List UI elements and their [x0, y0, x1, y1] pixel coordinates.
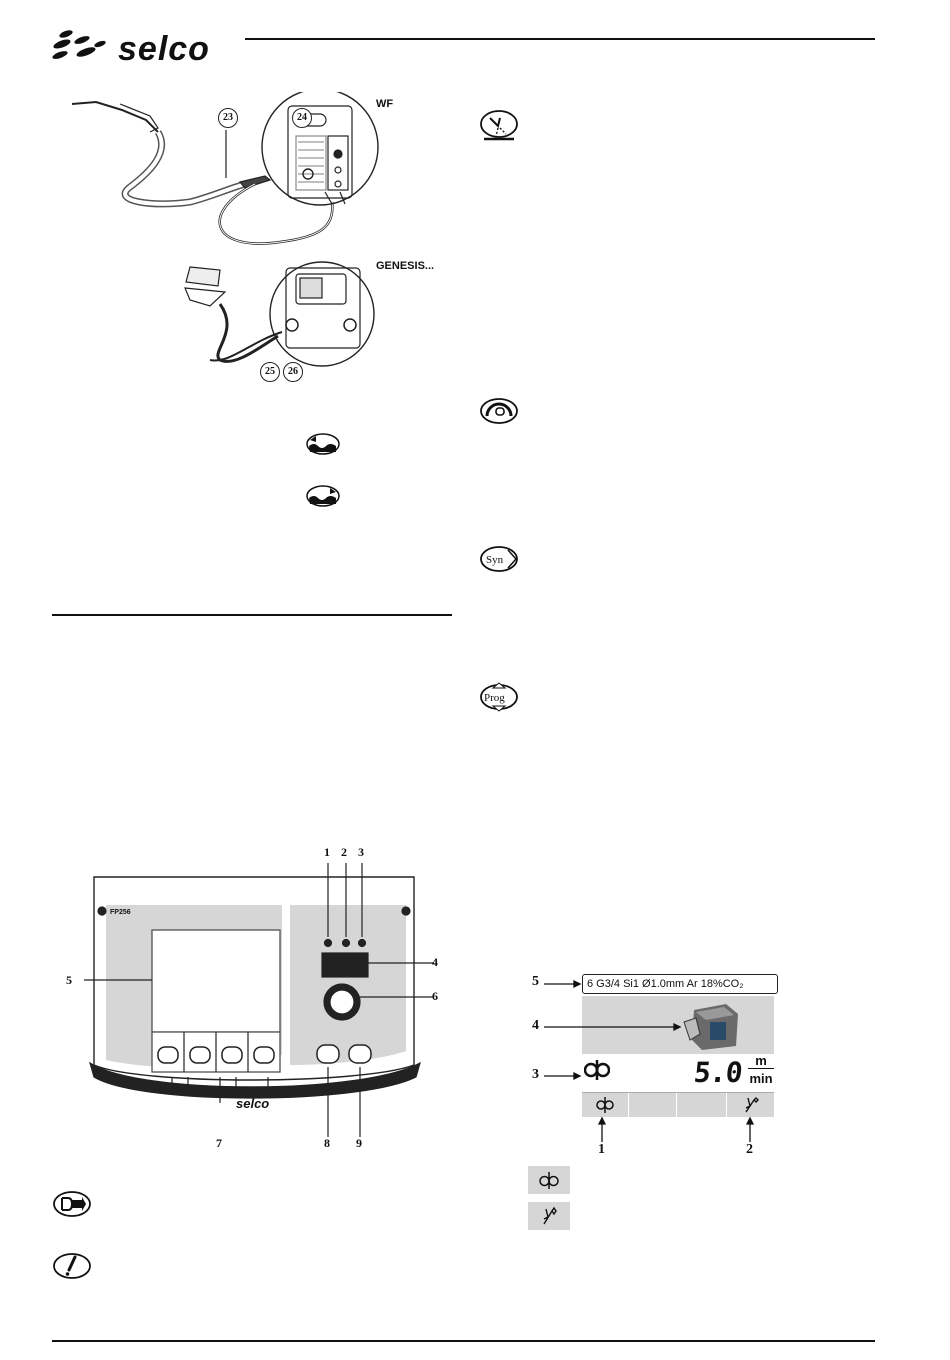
display-unit-bottom: min [749, 1071, 773, 1086]
panel-callout-1: 1 [324, 845, 330, 859]
display-callout-2: 2 [746, 1142, 753, 1157]
wire-speed-icon [528, 1166, 570, 1194]
callout-23: 23 [218, 108, 238, 128]
callout-25: 25 [260, 362, 280, 382]
display-unit-top: m [748, 1054, 774, 1069]
display-info-text: 6 G3/4 Si1 Ø1.0mm Ar 18%CO₂ [587, 978, 744, 990]
callout-24: 24 [292, 108, 312, 128]
synergy-icon [478, 544, 520, 579]
display-callout-5: 5 [532, 974, 539, 989]
knob-icon [478, 396, 520, 431]
panel-figure [60, 845, 440, 1155]
panel-callout-8: 8 [324, 1136, 330, 1150]
header-rule [245, 38, 875, 40]
brand-logo [52, 22, 242, 72]
panel-callout-9: 9 [356, 1136, 362, 1150]
label-wf: WF [376, 98, 394, 110]
panel-callout-7: 7 [216, 1136, 222, 1150]
callout-26: 26 [283, 362, 303, 382]
display-figure [528, 968, 788, 1158]
panel-callout-5: 5 [66, 973, 72, 987]
section-rule [52, 614, 452, 616]
water-out-icon [306, 484, 340, 513]
display-value: 5.0 [692, 1056, 744, 1089]
panel-callout-6: 6 [432, 989, 438, 1003]
wrench-icon [528, 1202, 570, 1230]
connection-figure [60, 92, 450, 392]
panel-callout-2: 2 [341, 845, 347, 859]
panel-model-label: FP256 [110, 909, 131, 916]
panel-brand: selco [236, 1096, 270, 1111]
program-icon [478, 682, 520, 717]
arc-length-icon [478, 108, 520, 149]
water-in-icon [306, 432, 340, 461]
footer-rule [52, 1340, 875, 1342]
display-callout-4: 4 [532, 1018, 539, 1033]
svg-text:Prog: Prog [484, 692, 505, 704]
alarm-icon [52, 1252, 92, 1285]
panel-callout-4: 4 [432, 955, 438, 969]
display-callout-3: 3 [532, 1067, 539, 1082]
panel-callout-3: 3 [358, 845, 364, 859]
label-genesis: GENESIS... [376, 260, 435, 272]
power-led-icon [52, 1190, 92, 1223]
svg-text:Syn: Syn [486, 554, 504, 566]
brand-wordmark: selco [118, 30, 210, 68]
display-callout-1: 1 [598, 1142, 605, 1157]
